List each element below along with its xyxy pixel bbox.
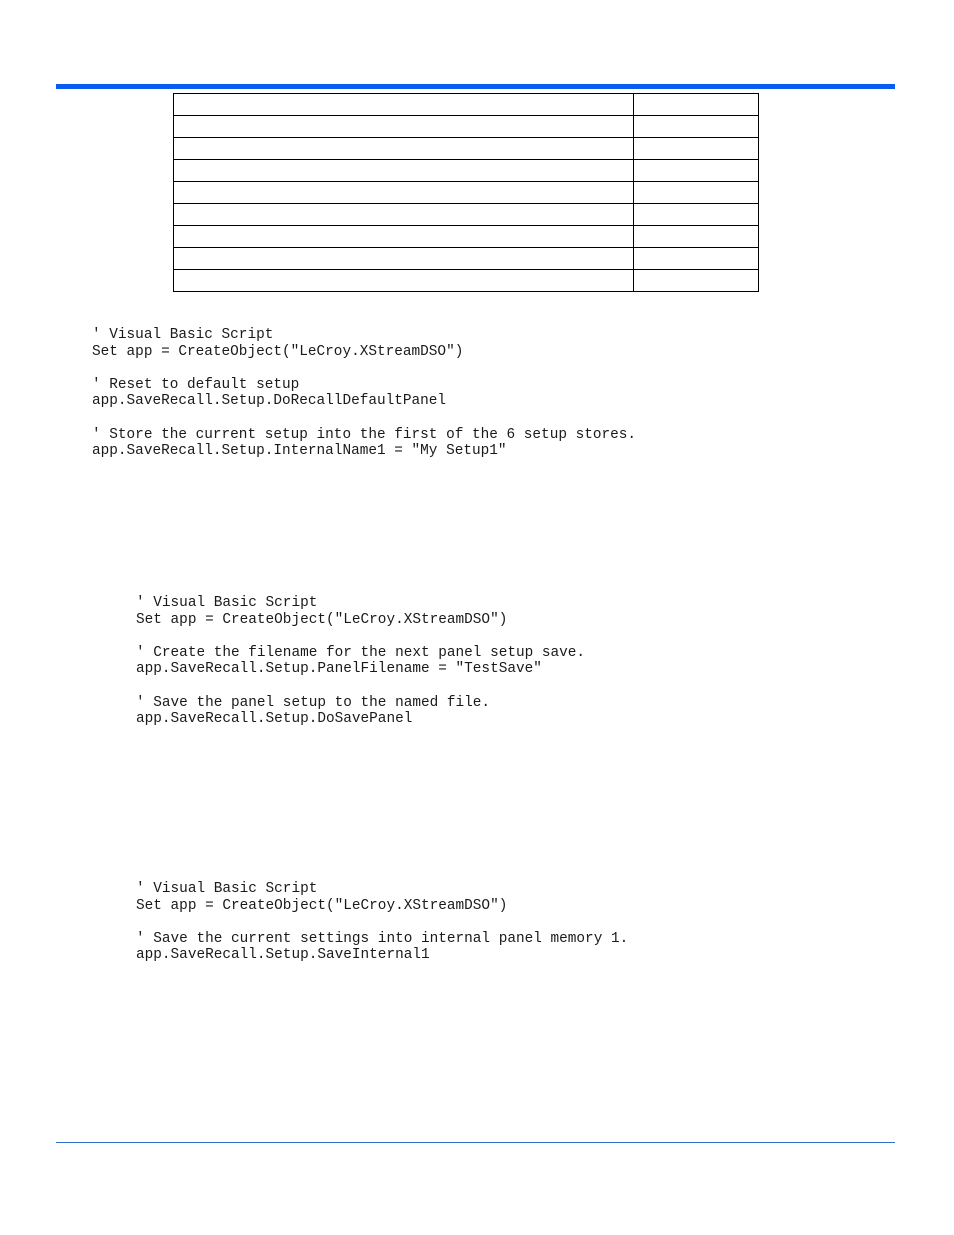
code-line: app.SaveRecall.Setup.PanelFilename = "TestSave" — [136, 661, 542, 678]
code-block-save-panel — [136, 595, 585, 728]
table-cell — [174, 248, 634, 270]
code-line: ' Reset to default setup — [92, 376, 300, 393]
table-cell — [634, 94, 759, 116]
code-line: ' Store the current setup into the first of the 6 setup stores. — [92, 426, 637, 443]
table-row — [174, 116, 759, 138]
code-block-recall-default — [92, 327, 636, 460]
table-row — [174, 248, 759, 270]
table-cell — [174, 226, 634, 248]
code-line: ' Visual Basic Script — [136, 595, 318, 611]
table-cell — [634, 182, 759, 204]
code-line: app.SaveRecall.Setup.InternalName1 = "My Setup1" — [92, 443, 507, 460]
table-cell — [634, 226, 759, 248]
table-cell — [174, 270, 634, 292]
footer-rule — [56, 1142, 895, 1143]
table-cell — [174, 116, 634, 138]
code-line: ' Save the panel setup to the named file. — [136, 694, 491, 711]
code-line: app.SaveRecall.Setup.DoRecallDefaultPanel — [92, 393, 447, 410]
table-cell — [634, 116, 759, 138]
table-cell — [174, 160, 634, 182]
code-line: ' Save the current settings into internal panel memory 1. — [136, 930, 629, 947]
table-cell — [174, 94, 634, 116]
table-cell — [174, 182, 634, 204]
table-cell — [174, 204, 634, 226]
code-line: app.SaveRecall.Setup.DoSavePanel — [136, 711, 413, 728]
code-line: app.SaveRecall.Setup.SaveInternal1 — [136, 947, 430, 964]
code-line: ' Visual Basic Script — [136, 881, 318, 897]
table-cell — [634, 248, 759, 270]
table-row — [174, 226, 759, 248]
table-row — [174, 182, 759, 204]
table-body — [174, 94, 759, 292]
code-line: ' Create the filename for the next panel setup save. — [136, 644, 586, 661]
code-line: ' Visual Basic Script — [92, 327, 274, 343]
table-cell — [634, 204, 759, 226]
table-cell — [174, 138, 634, 160]
empty-table — [173, 93, 759, 292]
header-rule — [56, 84, 895, 89]
code-block-save-internal — [136, 881, 628, 964]
table-cell — [634, 138, 759, 160]
table-row — [174, 94, 759, 116]
table-row — [174, 138, 759, 160]
table-row — [174, 204, 759, 226]
code-line: Set app = CreateObject("LeCroy.XStreamDSO") — [92, 343, 464, 360]
table-row — [174, 270, 759, 292]
table-row — [174, 160, 759, 182]
code-line: Set app = CreateObject("LeCroy.XStreamDSO") — [136, 611, 508, 628]
table-cell — [634, 270, 759, 292]
table-cell — [634, 160, 759, 182]
code-line: Set app = CreateObject("LeCroy.XStreamDSO") — [136, 897, 508, 914]
